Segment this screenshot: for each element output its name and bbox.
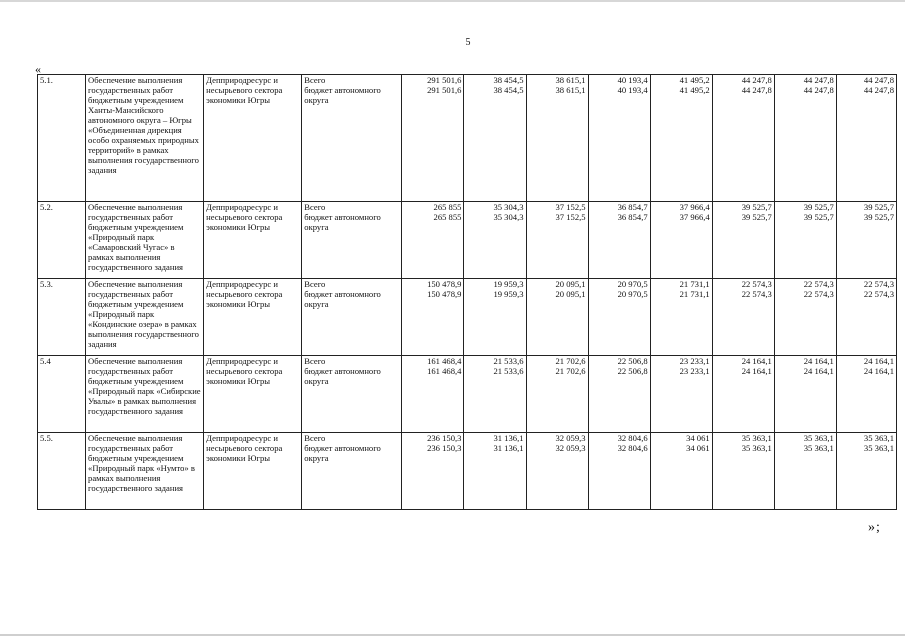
amount-total: 39 525,7 <box>741 202 772 212</box>
executor-name: Депприродресурс и несырьевого сектора экономики Югры <box>206 356 283 386</box>
amount-cell <box>712 279 774 356</box>
amount-budget: 150 478,9 <box>427 289 462 299</box>
amount-total: 21 702,6 <box>555 356 586 366</box>
amount-budget: 22 574,3 <box>741 289 772 299</box>
row-index-cell <box>38 202 86 279</box>
amount-budget: 39 525,7 <box>803 212 834 222</box>
executor-cell <box>204 279 302 356</box>
amount-total: 22 574,3 <box>863 279 894 289</box>
funding-source-total: Всего <box>304 279 326 289</box>
funding-source-total: Всего <box>304 356 326 366</box>
executor-cell <box>204 202 302 279</box>
amount-cell <box>526 356 588 433</box>
funding-source-cell <box>302 356 402 433</box>
amount-budget: 21 702,6 <box>555 366 586 376</box>
activity-name: Обеспечение выполнения государственных работ бюджетным учреждением «Природный парк «Сибирские Увалы» в рамках выполнения государственного задания <box>88 356 201 416</box>
amount-budget: 265 855 <box>433 212 462 222</box>
amount-cell <box>836 75 896 202</box>
amount-budget: 22 506,8 <box>617 366 648 376</box>
activity-name-cell <box>86 75 204 202</box>
amount-budget: 35 363,1 <box>863 443 894 453</box>
amount-total: 291 501,6 <box>427 75 462 85</box>
amount-budget: 24 164,1 <box>863 366 894 376</box>
executor-name: Депприродресурс и несырьевого сектора экономики Югры <box>206 202 283 232</box>
amount-total: 36 854,7 <box>617 202 648 212</box>
activity-name: Обеспечение выполнения государственных работ бюджетным учреждением «Природный парк «Самаровский Чугас» в рамках выполнения государственного задания <box>88 202 184 272</box>
amount-total: 21 731,1 <box>679 279 710 289</box>
amount-cell <box>402 75 464 202</box>
activity-name: Обеспечение выполнения государственных работ бюджетным учреждением «Природный парк «Кондинские озера» в рамках выполнения государственного задания <box>88 279 199 349</box>
table-row <box>38 279 897 356</box>
amount-budget: 22 574,3 <box>803 289 834 299</box>
amount-cell <box>588 356 650 433</box>
budget-table-body <box>38 75 897 510</box>
amount-total: 23 233,1 <box>679 356 710 366</box>
amount-budget: 44 247,8 <box>803 85 834 95</box>
amount-cell <box>650 433 712 510</box>
funding-source-cell <box>302 433 402 510</box>
amount-total: 31 136,1 <box>493 433 524 443</box>
amount-budget: 24 164,1 <box>803 366 834 376</box>
amount-cell <box>650 75 712 202</box>
scan-top-edge <box>0 0 905 2</box>
amount-total: 40 193,4 <box>617 75 648 85</box>
amount-cell <box>836 356 896 433</box>
amount-budget: 38 454,5 <box>493 85 524 95</box>
amount-total: 161 468,4 <box>427 356 462 366</box>
amount-budget: 20 095,1 <box>555 289 586 299</box>
amount-total: 20 970,5 <box>617 279 648 289</box>
scan-bottom-edge <box>0 634 905 636</box>
amount-cell <box>712 75 774 202</box>
executor-cell <box>204 356 302 433</box>
amount-budget: 32 804,6 <box>617 443 648 453</box>
amount-cell <box>464 202 526 279</box>
amount-total: 35 363,1 <box>741 433 772 443</box>
funding-source-total: Всего <box>304 202 326 212</box>
amount-total: 39 525,7 <box>863 202 894 212</box>
amount-budget: 23 233,1 <box>679 366 710 376</box>
table-row <box>38 356 897 433</box>
amount-cell <box>712 202 774 279</box>
amount-budget: 236 150,3 <box>427 443 462 453</box>
amount-total: 32 059,3 <box>555 433 586 443</box>
amount-cell <box>588 75 650 202</box>
amount-cell <box>774 202 836 279</box>
amount-total: 44 247,8 <box>741 75 772 85</box>
amount-total: 24 164,1 <box>741 356 772 366</box>
amount-total: 41 495,2 <box>679 75 710 85</box>
executor-name: Депприродресурс и несырьевого сектора экономики Югры <box>206 75 283 105</box>
amount-cell <box>588 433 650 510</box>
amount-total: 38 615,1 <box>555 75 586 85</box>
row-index-cell <box>38 75 86 202</box>
budget-table <box>37 74 897 510</box>
amount-cell <box>588 202 650 279</box>
table-row <box>38 433 897 510</box>
amount-total: 37 966,4 <box>679 202 710 212</box>
amount-total: 44 247,8 <box>803 75 834 85</box>
amount-cell <box>836 279 896 356</box>
amount-total: 150 478,9 <box>427 279 462 289</box>
row-index-cell <box>38 433 86 510</box>
amount-cell <box>712 356 774 433</box>
amount-budget: 44 247,8 <box>741 85 772 95</box>
amount-total: 24 164,1 <box>863 356 894 366</box>
amount-cell <box>650 202 712 279</box>
amount-cell <box>836 433 896 510</box>
activity-name: Обеспечение выполнения государственных работ бюджетным учреждением Ханты-Мансийского автономного округа – Югры «Объединенная дирекция особо охраняемых природных территорий» в рамках выполнения государственного задания <box>88 75 199 175</box>
page-number: 5 <box>465 37 471 48</box>
funding-source-total: Всего <box>304 75 326 85</box>
funding-source-budget: бюджет автономного округа <box>304 212 381 232</box>
amount-budget: 39 525,7 <box>741 212 772 222</box>
amount-budget: 291 501,6 <box>427 85 462 95</box>
amount-budget: 39 525,7 <box>863 212 894 222</box>
amount-total: 22 574,3 <box>803 279 834 289</box>
amount-total: 38 454,5 <box>493 75 524 85</box>
opening-quote: « <box>35 62 41 76</box>
row-index: 5.2. <box>40 202 53 212</box>
amount-budget: 21 533,6 <box>493 366 524 376</box>
amount-cell <box>774 75 836 202</box>
amount-total: 20 095,1 <box>555 279 586 289</box>
executor-cell <box>204 75 302 202</box>
funding-source-budget: бюджет автономного округа <box>304 366 381 386</box>
funding-source-budget: бюджет автономного округа <box>304 443 381 463</box>
amount-total: 37 152,5 <box>555 202 586 212</box>
amount-cell <box>650 356 712 433</box>
executor-cell <box>204 433 302 510</box>
row-index-cell <box>38 279 86 356</box>
amount-total: 19 959,3 <box>493 279 524 289</box>
amount-total: 21 533,6 <box>493 356 524 366</box>
amount-cell <box>836 202 896 279</box>
amount-budget: 38 615,1 <box>555 85 586 95</box>
amount-total: 22 574,3 <box>741 279 772 289</box>
amount-cell <box>774 433 836 510</box>
amount-cell <box>464 433 526 510</box>
funding-source-cell <box>302 75 402 202</box>
amount-cell <box>402 356 464 433</box>
amount-total: 236 150,3 <box>427 433 462 443</box>
amount-cell <box>774 279 836 356</box>
activity-name-cell <box>86 356 204 433</box>
amount-total: 35 304,3 <box>493 202 524 212</box>
amount-total: 44 247,8 <box>863 75 894 85</box>
closing-quote: »; <box>868 520 881 535</box>
funding-source-cell <box>302 202 402 279</box>
amount-budget: 35 304,3 <box>493 212 524 222</box>
amount-total: 35 363,1 <box>803 433 834 443</box>
amount-total: 34 061 <box>686 433 710 443</box>
amount-cell <box>402 202 464 279</box>
amount-budget: 40 193,4 <box>617 85 648 95</box>
amount-budget: 41 495,2 <box>679 85 710 95</box>
funding-source-cell <box>302 279 402 356</box>
amount-budget: 24 164,1 <box>741 366 772 376</box>
amount-cell <box>526 279 588 356</box>
amount-budget: 161 468,4 <box>427 366 462 376</box>
amount-budget: 36 854,7 <box>617 212 648 222</box>
amount-cell <box>526 75 588 202</box>
amount-cell <box>712 433 774 510</box>
amount-cell <box>464 75 526 202</box>
amount-cell <box>464 279 526 356</box>
table-row <box>38 202 897 279</box>
activity-name-cell <box>86 202 204 279</box>
row-index-cell <box>38 356 86 433</box>
amount-cell <box>402 433 464 510</box>
amount-total: 39 525,7 <box>803 202 834 212</box>
activity-name-cell <box>86 279 204 356</box>
funding-source-budget: бюджет автономного округа <box>304 85 381 105</box>
executor-name: Депприродресурс и несырьевого сектора экономики Югры <box>206 279 283 309</box>
amount-cell <box>526 433 588 510</box>
amount-total: 32 804,6 <box>617 433 648 443</box>
executor-name: Депприродресурс и несырьевого сектора экономики Югры <box>206 433 283 463</box>
amount-budget: 37 152,5 <box>555 212 586 222</box>
amount-cell <box>650 279 712 356</box>
amount-total: 24 164,1 <box>803 356 834 366</box>
funding-source-total: Всего <box>304 433 326 443</box>
amount-cell <box>588 279 650 356</box>
amount-budget: 37 966,4 <box>679 212 710 222</box>
row-index: 5.4 <box>40 356 51 366</box>
amount-total: 265 855 <box>433 202 462 212</box>
amount-budget: 34 061 <box>686 443 710 453</box>
amount-cell <box>774 356 836 433</box>
amount-budget: 44 247,8 <box>863 85 894 95</box>
amount-budget: 22 574,3 <box>863 289 894 299</box>
funding-source-budget: бюджет автономного округа <box>304 289 381 309</box>
amount-budget: 19 959,3 <box>493 289 524 299</box>
activity-name-cell <box>86 433 204 510</box>
amount-budget: 20 970,5 <box>617 289 648 299</box>
row-index: 5.3. <box>40 279 53 289</box>
table-row <box>38 75 897 202</box>
amount-cell <box>464 356 526 433</box>
amount-budget: 31 136,1 <box>493 443 524 453</box>
amount-cell <box>402 279 464 356</box>
amount-total: 22 506,8 <box>617 356 648 366</box>
amount-budget: 21 731,1 <box>679 289 710 299</box>
row-index: 5.1. <box>40 75 53 85</box>
amount-budget: 32 059,3 <box>555 443 586 453</box>
amount-total: 35 363,1 <box>863 433 894 443</box>
amount-budget: 35 363,1 <box>803 443 834 453</box>
amount-budget: 35 363,1 <box>741 443 772 453</box>
amount-cell <box>526 202 588 279</box>
row-index: 5.5. <box>40 433 53 443</box>
activity-name: Обеспечение выполнения государственных работ бюджетным учреждением «Природный парк «Нумто» в рамках выполнения государственного задания <box>88 433 195 493</box>
